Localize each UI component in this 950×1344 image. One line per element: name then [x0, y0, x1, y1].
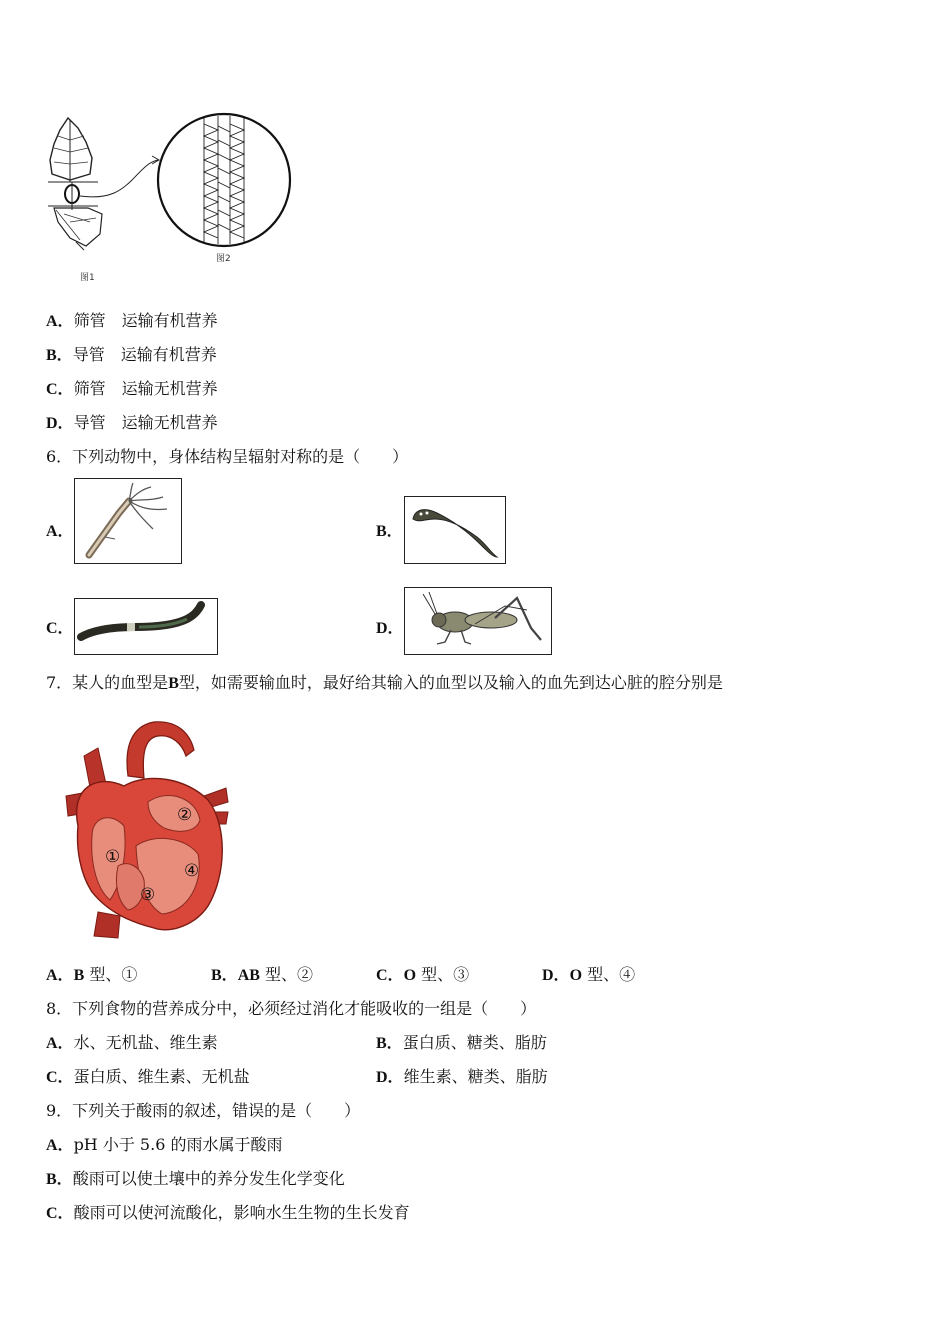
- option-text: 型、④: [587, 965, 636, 984]
- q7-option-d[interactable]: [542, 964, 635, 987]
- option-letter: A．: [46, 313, 74, 330]
- option-text: 维生素、糖类、脂肪: [403, 1067, 548, 1086]
- option-text: 筛管 运输无机营养: [73, 379, 218, 398]
- option-text: 型、①: [89, 965, 138, 984]
- planarian-image[interactable]: [404, 496, 506, 564]
- q6-stem: 6．下列动物中，身体结构呈辐射对称的是（ ）: [46, 447, 409, 466]
- option-text: 酸雨可以使土壤中的养分发生化学变化: [72, 1169, 345, 1188]
- q5-option-b[interactable]: [46, 344, 217, 367]
- option-text: 型、③: [421, 965, 470, 984]
- option-blood-type: O: [403, 967, 417, 984]
- option-blood-type: O: [569, 967, 583, 984]
- earthworm-image[interactable]: [74, 598, 218, 655]
- option-letter: D．: [542, 967, 570, 984]
- option-text: 酸雨可以使河流酸化，影响水生生物的生长发育: [73, 1203, 410, 1222]
- q6-option-c-letter[interactable]: C．: [46, 620, 74, 637]
- option-letter: C．: [46, 1069, 74, 1086]
- option-letter: C．: [46, 1205, 74, 1222]
- heart-diagram: [58, 716, 233, 940]
- heart-label-3: ③: [140, 885, 156, 905]
- q7-stem-blood-type: B: [168, 675, 179, 692]
- q9-option-b[interactable]: [46, 1168, 345, 1191]
- q7-stem: [46, 672, 723, 695]
- option-text: 导管 运输无机营养: [73, 413, 218, 432]
- option-letter: D．: [376, 1069, 404, 1086]
- q7-option-c[interactable]: [376, 964, 469, 987]
- q6-option-b-letter[interactable]: B．: [376, 523, 403, 540]
- grasshopper-image[interactable]: [404, 587, 552, 655]
- option-blood-type: B: [73, 967, 85, 984]
- option-text: 型、②: [265, 965, 314, 984]
- q5-option-c[interactable]: [46, 378, 218, 401]
- option-letter: A．: [46, 1035, 74, 1052]
- option-letter: C．: [46, 381, 74, 398]
- option-letter: B．: [211, 967, 238, 984]
- q8-option-d[interactable]: [376, 1066, 548, 1089]
- option-letter: B．: [376, 1035, 403, 1052]
- option-text: 筛管 运输有机营养: [73, 311, 218, 330]
- option-text: 蛋白质、糖类、脂肪: [402, 1033, 547, 1052]
- q6-option-a-letter[interactable]: A．: [46, 523, 74, 540]
- heart-label-2: ②: [177, 805, 193, 825]
- option-letter: D．: [46, 415, 74, 432]
- q8-stem: 8．下列食物的营养成分中，必须经过消化才能吸收的一组是（ ）: [46, 999, 537, 1018]
- heart-label-4: ④: [184, 861, 200, 881]
- option-text: 蛋白质、维生素、无机盐: [73, 1067, 250, 1086]
- heart-label-1: ①: [105, 847, 121, 867]
- option-text: 水、无机盐、维生素: [73, 1033, 218, 1052]
- option-letter: B．: [46, 1171, 73, 1188]
- option-text: 导管 运输有机营养: [72, 345, 217, 364]
- q9-option-a[interactable]: [46, 1134, 282, 1157]
- q8-option-a[interactable]: [46, 1032, 218, 1055]
- option-letter: A．: [46, 1137, 74, 1154]
- option-text: pH 小于 5.6 的雨水属于酸雨: [73, 1135, 283, 1154]
- leaf-vessel-figure: [40, 110, 300, 285]
- q8-option-c[interactable]: [46, 1066, 250, 1089]
- figure-2-caption: 图2: [216, 254, 231, 264]
- option-letter: A．: [46, 967, 74, 984]
- option-blood-type: AB: [237, 967, 260, 984]
- q8-option-b[interactable]: [376, 1032, 547, 1055]
- q5-option-a[interactable]: [46, 310, 218, 333]
- figure-1-caption: 图1: [80, 273, 95, 283]
- option-letter: C．: [376, 967, 404, 984]
- q7-stem-suffix: 型，如需要输血时，最好给其输入的血型以及输入的血先到达心脏的腔分别是: [178, 673, 723, 692]
- q6-option-d-letter[interactable]: D．: [376, 620, 404, 637]
- q7-option-b[interactable]: [211, 964, 313, 987]
- q5-option-d[interactable]: [46, 412, 218, 435]
- q7-option-a[interactable]: [46, 964, 137, 987]
- q7-stem-prefix: 7．某人的血型是: [46, 673, 169, 692]
- option-letter: B．: [46, 347, 73, 364]
- q9-option-c[interactable]: [46, 1202, 410, 1225]
- hydra-image[interactable]: [74, 478, 182, 564]
- leaf-vessel-drawing: [40, 110, 300, 285]
- q9-stem: 9．下列关于酸雨的叙述，错误的是（ ）: [46, 1101, 361, 1120]
